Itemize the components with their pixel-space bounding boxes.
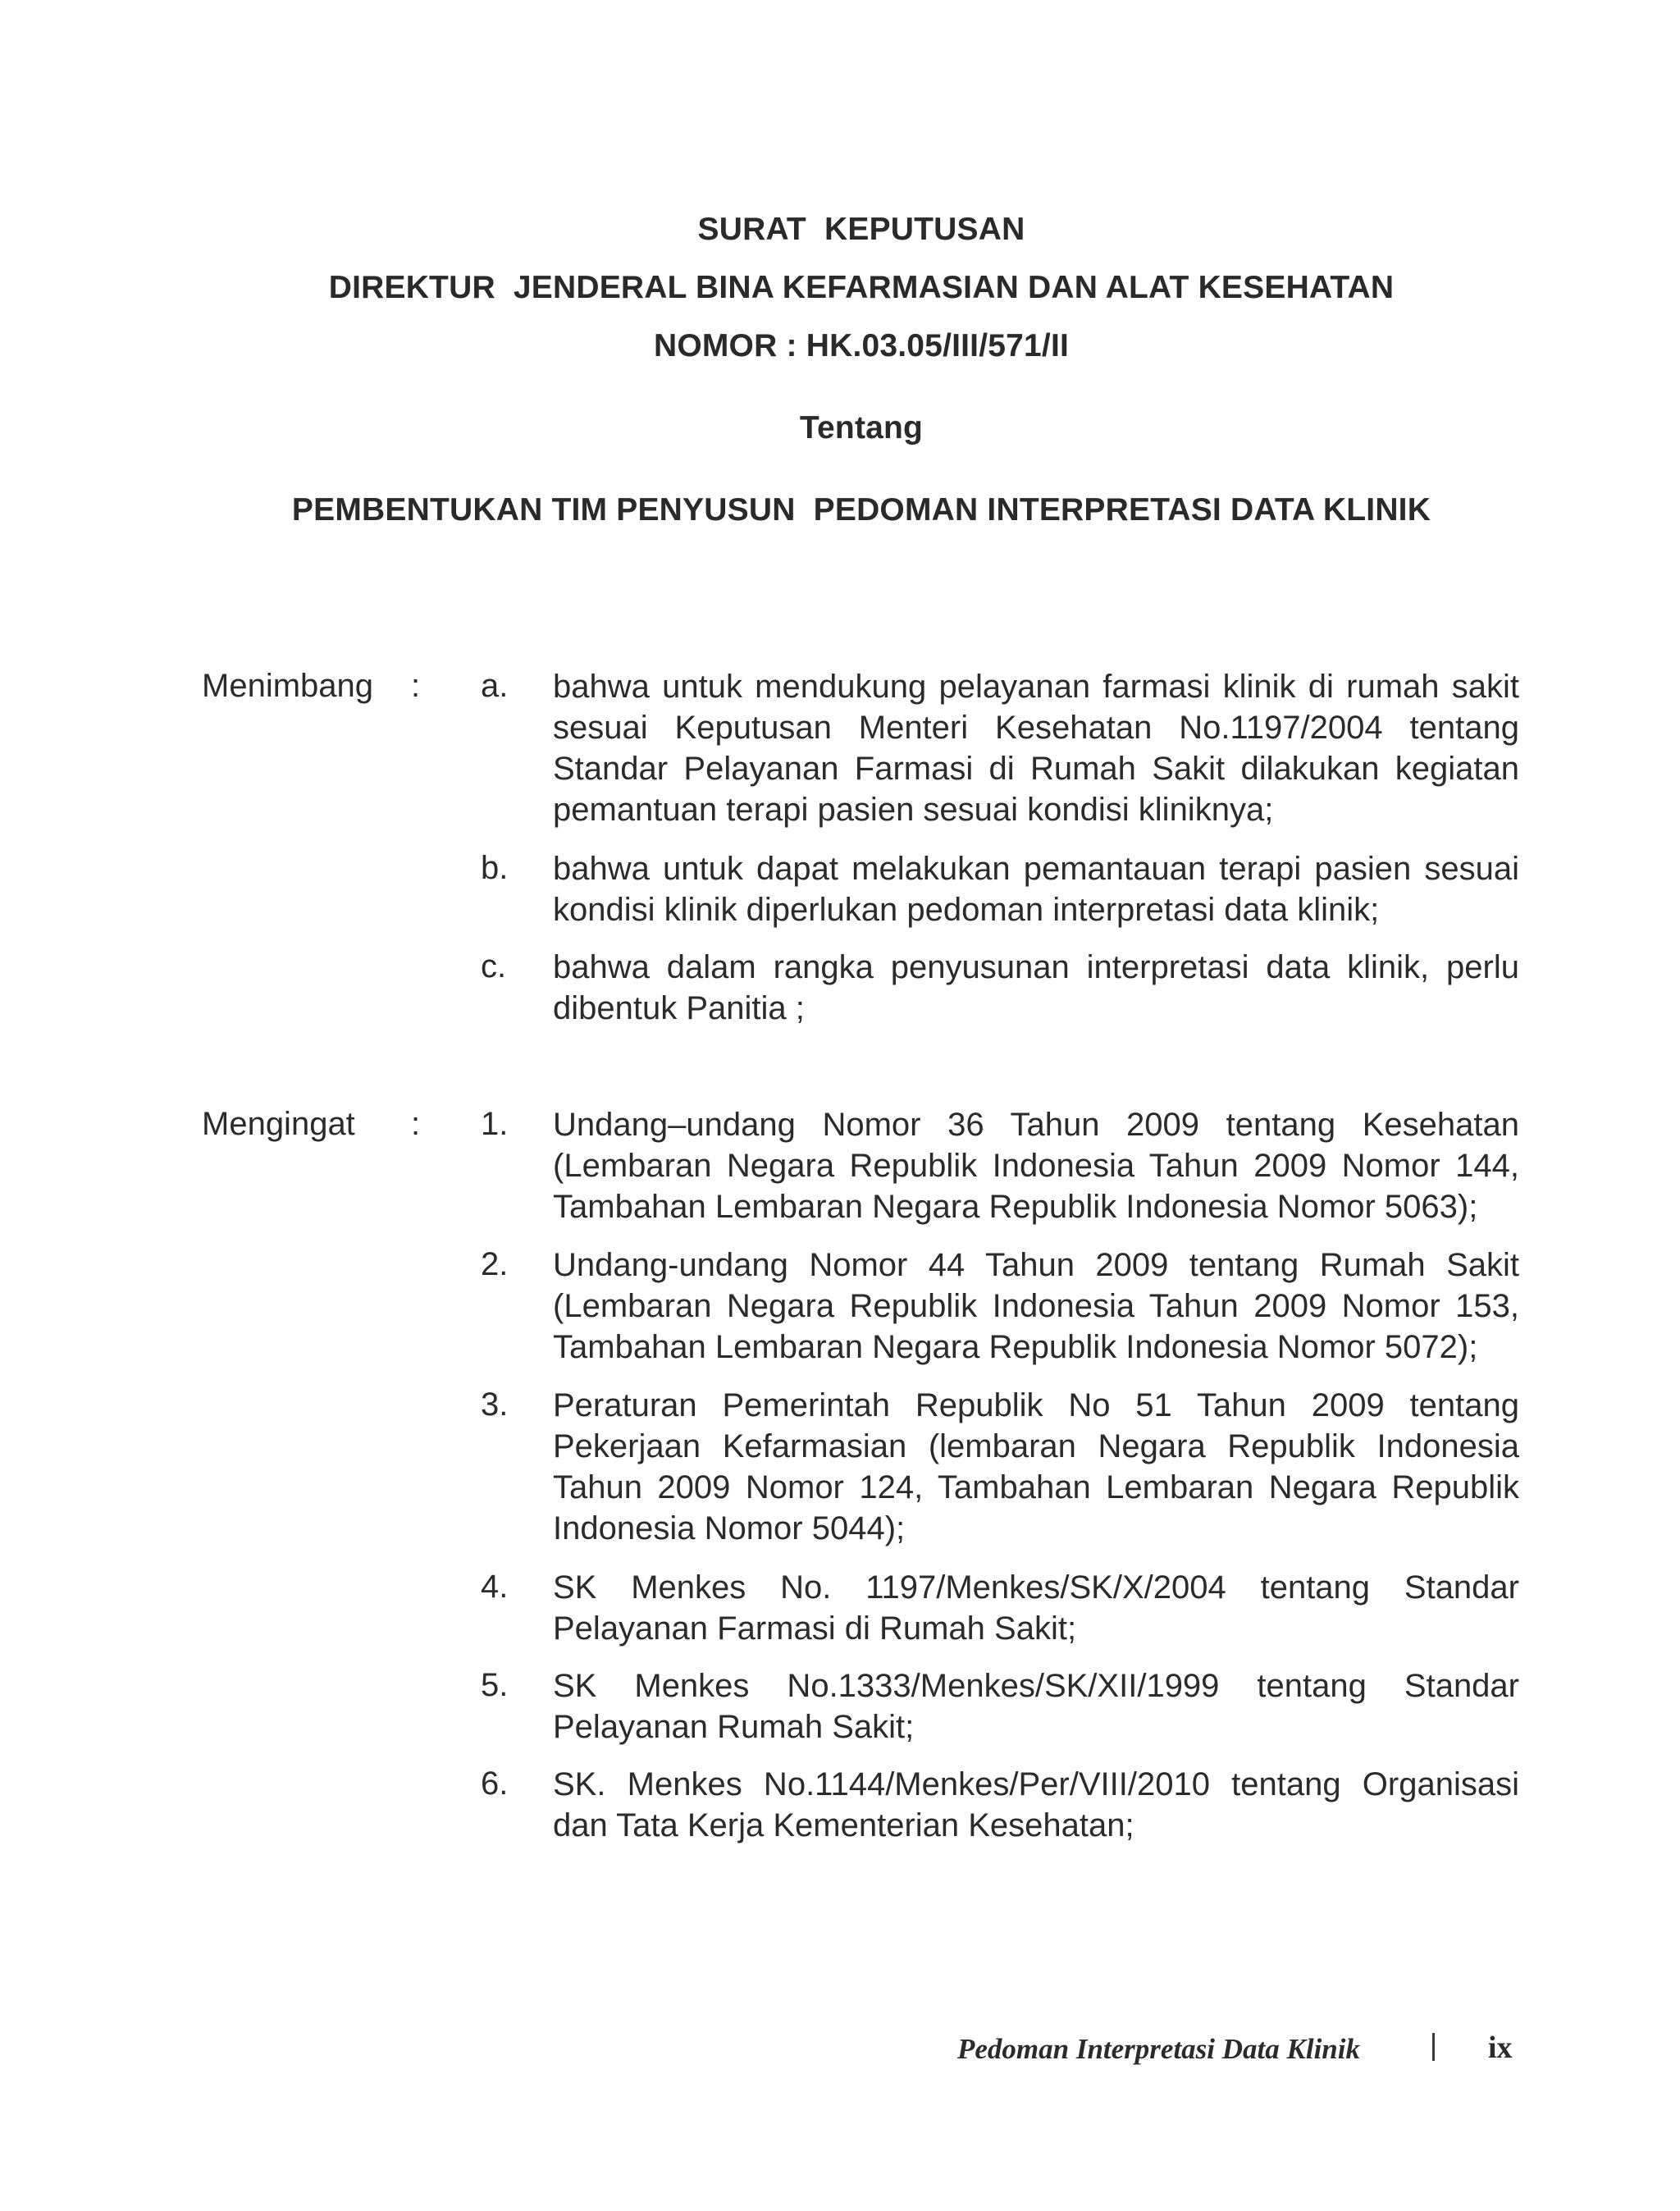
- text-line: (Lembaran Negara Republik Indonesia Tahun 2009 Nomor 144,: [553, 1148, 1519, 1184]
- menimbang-item-text: [553, 848, 1519, 930]
- doc-heading-issuer: DIREKTUR JENDERAL BINA KEFARMASIAN DAN ALAT KESEHATAN: [328, 270, 1395, 305]
- text-line: Tambahan Lembaran Negara Republik Indonesia Nomor 5063);: [553, 1189, 1478, 1225]
- menimbang-item-marker: a.: [481, 668, 509, 704]
- menimbang-item-text: [553, 947, 1519, 1029]
- text-line: bahwa untuk dapat melakukan pemantauan terapi pasien sesuai: [553, 851, 1519, 887]
- menimbang-label: Menimbang: [202, 668, 374, 704]
- doc-heading-subject: PEMBENTUKAN TIM PENYUSUN PEDOMAN INTERPRETASI DATA KLINIK: [291, 492, 1431, 528]
- mengingat-item-marker: 6.: [481, 1766, 509, 1802]
- text-line: bahwa dalam rangka penyusunan interpretasi data klinik, perlu: [553, 949, 1519, 985]
- mengingat-item-text: [553, 1665, 1519, 1747]
- text-line: dan Tata Kerja Kementerian Kesehatan;: [553, 1807, 1134, 1843]
- mengingat-item-text: [553, 1385, 1519, 1549]
- mengingat-item-text: [553, 1764, 1519, 1846]
- mengingat-item-text: [553, 1567, 1519, 1649]
- mengingat-item-marker: 4.: [481, 1569, 509, 1605]
- text-line: Tahun 2009 Nomor 124, Tambahan Lembaran Negara Republik: [553, 1469, 1519, 1505]
- text-line: (Lembaran Negara Republik Indonesia Tahun 2009 Nomor 153,: [553, 1288, 1519, 1324]
- text-line: Undang–undang Nomor 36 Tahun 2009 tentang Kesehatan: [553, 1107, 1519, 1143]
- text-line: Peraturan Pemerintah Republik No 51 Tahun 2009 tentang: [553, 1387, 1519, 1423]
- menimbang-item-marker: c.: [481, 948, 507, 984]
- mengingat-item-text: [553, 1104, 1519, 1227]
- text-line: Indonesia Nomor 5044);: [553, 1510, 906, 1546]
- text-line: Pekerjaan Kefarmasian (lembaran Negara Republik Indonesia: [553, 1428, 1519, 1464]
- text-line: Tambahan Lembaran Negara Republik Indonesia Nomor 5072);: [553, 1329, 1478, 1365]
- doc-heading-about: Tentang: [799, 410, 924, 445]
- text-line: Undang-undang Nomor 44 Tahun 2009 tentang Rumah Sakit: [553, 1247, 1519, 1283]
- text-line: Standar Pelayanan Farmasi di Rumah Sakit dilakukan kegiatan: [553, 751, 1519, 787]
- text-line: bahwa untuk mendukung pelayanan farmasi klinik di rumah sakit: [553, 669, 1519, 705]
- menimbang-item-text: [553, 666, 1519, 830]
- mengingat-colon: :: [411, 1106, 421, 1142]
- mengingat-item-text: [553, 1245, 1519, 1368]
- mengingat-item-marker: 1.: [481, 1106, 509, 1142]
- text-line: SK Menkes No. 1197/Menkes/SK/X/2004 tentang Standar: [553, 1569, 1519, 1606]
- text-line: SK. Menkes No.1144/Menkes/Per/VIII/2010 tentang Organisasi: [553, 1766, 1519, 1802]
- menimbang-colon: :: [411, 668, 421, 704]
- text-line: dibentuk Panitia ;: [553, 990, 805, 1026]
- text-line: SK Menkes No.1333/Menkes/SK/XII/1999 tentang Standar: [553, 1668, 1519, 1704]
- doc-heading-number: NOMOR : HK.03.05/III/571/II: [653, 328, 1070, 363]
- text-line: kondisi klinik diperlukan pedoman interpretasi data klinik;: [553, 892, 1380, 928]
- text-line: pemantuan terapi pasien sesuai kondisi kliniknya;: [553, 792, 1274, 828]
- text-line: Pelayanan Farmasi di Rumah Sakit;: [553, 1610, 1077, 1647]
- text-line: sesuai Keputusan Menteri Kesehatan No.1197/2004 tentang: [553, 710, 1519, 746]
- mengingat-item-marker: 3.: [481, 1386, 509, 1423]
- doc-heading-type: SURAT KEPUTUSAN: [697, 212, 1025, 247]
- text-line: Pelayanan Rumah Sakit;: [553, 1709, 915, 1745]
- menimbang-item-marker: b.: [481, 850, 509, 886]
- footer-divider: [1432, 2033, 1435, 2061]
- mengingat-item-marker: 5.: [481, 1667, 509, 1703]
- footer-book-title: Pedoman Interpretasi Data Klinik: [956, 2033, 1360, 2065]
- page-number: ix: [1488, 2031, 1513, 2065]
- mengingat-label: Mengingat: [202, 1106, 355, 1142]
- mengingat-item-marker: 2.: [481, 1246, 509, 1282]
